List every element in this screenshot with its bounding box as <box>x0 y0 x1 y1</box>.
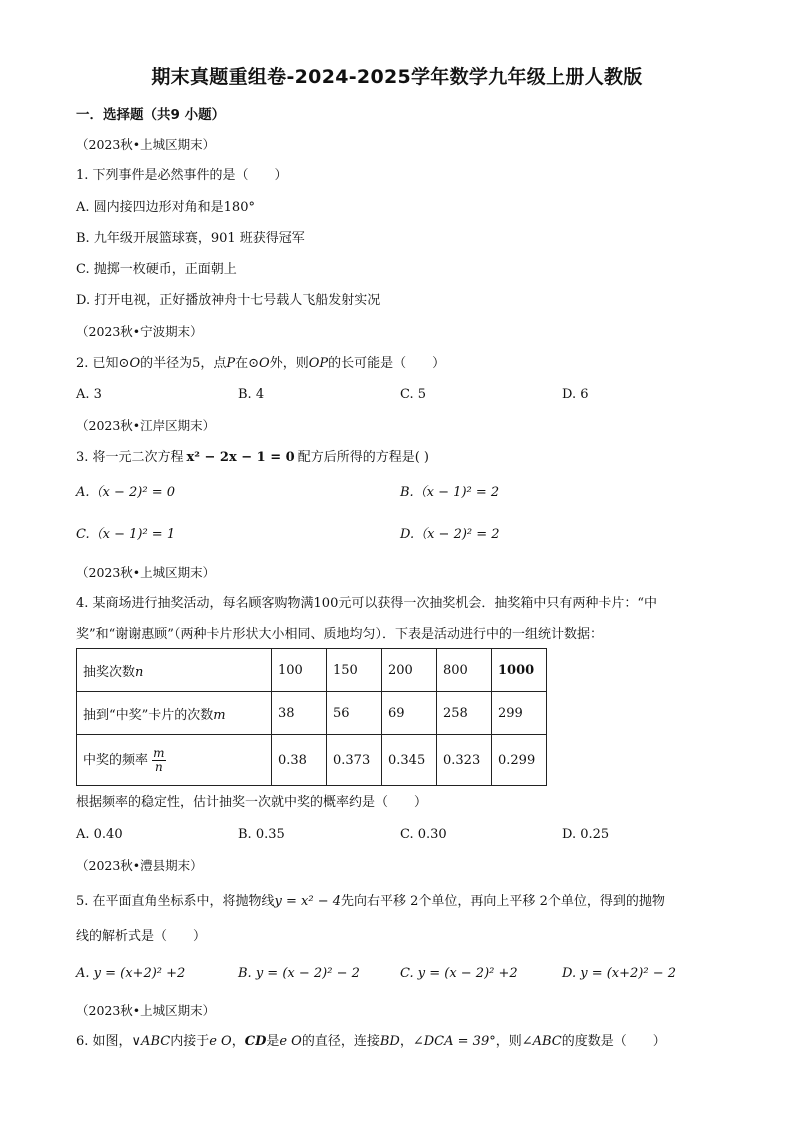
q6-stem-text: 的度数是（ ） <box>561 1034 666 1049</box>
fraction <box>152 747 165 774</box>
q1-stem: 1. 下列事件是必然事件的是（ ） <box>76 168 288 183</box>
q3-option-d: D.（x − 2)² = 2 <box>400 527 500 542</box>
table-cell: 200 <box>382 649 437 692</box>
table-cell: 1000 <box>492 649 547 692</box>
q2-stem <box>76 355 445 373</box>
table-cell: 0.323 <box>437 735 492 786</box>
q2-option-a: A. 3 <box>76 387 102 402</box>
q2-stem-text: 2. 已知⊙ <box>76 356 130 371</box>
q6-var-bd: BD <box>379 1034 400 1049</box>
q2-var-p: P <box>226 356 236 371</box>
q1-source: （2023秋•上城区期末） <box>76 137 216 152</box>
q6-stem-text: 内接于 <box>170 1034 210 1049</box>
q3-option-c: C.（x − 1)² = 1 <box>76 527 176 542</box>
fraction-denominator: n <box>154 759 163 774</box>
q6-source: （2023秋•上城区期末） <box>76 1003 216 1018</box>
q6-stem-text: 6. 如图， <box>76 1034 132 1049</box>
q2-var-o: O <box>259 356 270 371</box>
q2-option-b: B. 4 <box>238 387 265 402</box>
row-variable: n <box>135 664 144 680</box>
q2-stem-text: 在⊙ <box>235 356 260 371</box>
q5-stem-line1 <box>76 893 665 911</box>
q5-equation: y = x² − 4 <box>274 894 342 909</box>
q4-option-d: D. 0.25 <box>562 827 610 842</box>
q3-stem-text: 配方后所得的方程是( ) <box>297 450 429 465</box>
q6-stem-text: ，则 <box>495 1034 522 1049</box>
q4-stem-line2: 奖”和“谢谢惠顾”（两种卡片形状大小相同、质地均匀）．下表是活动进行中的一组统计数据： <box>76 627 603 642</box>
q4-option-c: C. 0.30 <box>400 827 447 842</box>
table-row <box>77 649 547 692</box>
row-variable: m <box>213 707 226 723</box>
table-cell: 0.299 <box>492 735 547 786</box>
q3-option-b: B.（x − 1)² = 2 <box>400 485 500 500</box>
q1-option-c: C. 抛掷一枚硬币，正面朝上 <box>76 262 237 277</box>
document-title: 期末真题重组卷-2024-2025学年数学九年级上册人教版 <box>151 66 643 88</box>
q4-source: （2023秋•上城区期末） <box>76 565 216 580</box>
q1-option-b: B. 九年级开展篮球赛，901 班获得冠军 <box>76 231 305 246</box>
q3-equation: x² − 2x − 1 = 0 <box>186 450 295 465</box>
row-label: 抽到“中奖”卡片的次数 <box>83 707 214 723</box>
q6-stem-text: ， <box>399 1034 413 1049</box>
table-cell: 56 <box>327 692 382 735</box>
table-cell: 0.38 <box>272 735 327 786</box>
q2-stem-text: 外，则 <box>269 356 309 371</box>
q5-stem-text: 5. 在平面直角坐标系中，将抛物线 <box>76 894 275 909</box>
q4-stem-line1: 4. 某商场进行抽奖活动，每名顾客购物满100元可以获得一次抽奖机会．抽奖箱中只有两种卡片：“中 <box>76 596 657 611</box>
q6-circle: e O <box>209 1034 232 1049</box>
q6-angle-abc: ∠ABC <box>521 1034 562 1049</box>
q6-var-cd: CD <box>244 1034 267 1049</box>
q3-source: （2023秋•江岸区期末） <box>76 418 216 433</box>
table-cell: 299 <box>492 692 547 735</box>
table-cell: 150 <box>327 649 382 692</box>
q6-stem-text: 是 <box>266 1034 280 1049</box>
table-row <box>77 692 547 735</box>
table-cell: 100 <box>272 649 327 692</box>
table-cell: 258 <box>437 692 492 735</box>
q4-option-b: B. 0.35 <box>238 827 285 842</box>
q5-source: （2023秋•澧县期末） <box>76 858 203 873</box>
table-cell: 0.373 <box>327 735 382 786</box>
table-cell: 69 <box>382 692 437 735</box>
q6-triangle: ∨ABC <box>131 1034 171 1049</box>
q2-var-op: OP <box>308 356 329 371</box>
q2-var-o: O <box>129 356 141 371</box>
table-cell: 38 <box>272 692 327 735</box>
q6-stem <box>76 1033 666 1051</box>
table-cell: 800 <box>437 649 492 692</box>
q5-option-d: D. y = (x+2)² − 2 <box>562 966 677 981</box>
row-label: 抽奖次数 <box>83 664 136 680</box>
q3-stem-text: 3. 将一元二次方程 <box>76 450 184 465</box>
q5-option-c: C. y = (x − 2)² +2 <box>400 966 518 981</box>
row-label: 中奖的频率 <box>83 752 149 768</box>
section-heading: 一．选择题（共9 小题） <box>76 107 226 123</box>
q6-stem-text: 的直径，连接 <box>301 1034 380 1049</box>
q2-option-c: C. 5 <box>400 387 427 402</box>
q4-option-a: A. 0.40 <box>76 827 123 842</box>
q4-statistics-table <box>76 648 547 786</box>
q4-after-text: 根据频率的稳定性，估计抽奖一次就中奖的概率约是（ ） <box>76 795 428 810</box>
q2-stem-text: 的长可能是（ ） <box>328 356 446 371</box>
q5-stem-text: 先向右平移 2个单位，再向上平移 2个单位，得到的抛物 <box>341 894 665 909</box>
q1-option-d: D. 打开电视，正好播放神舟十七号载人飞船发射实况 <box>76 293 381 308</box>
q3-option-a: A.（x − 2)² = 0 <box>76 485 175 500</box>
q3-stem <box>76 449 429 467</box>
table-cell: 0.345 <box>382 735 437 786</box>
q6-stem-text: ， <box>231 1034 245 1049</box>
table-header-cell <box>77 735 272 786</box>
q6-circle: e O <box>279 1034 302 1049</box>
q5-stem-line2: 线的解析式是（ ） <box>76 929 207 944</box>
q1-option-a: A. 圆内接四边形对角和是180° <box>76 200 255 215</box>
table-row <box>77 735 547 786</box>
q2-source: （2023秋•宁波期末） <box>76 324 203 339</box>
q5-option-a: A. y = (x+2)² +2 <box>76 966 186 981</box>
q6-angle-dca: ∠DCA = 39° <box>412 1034 496 1049</box>
q2-stem-text: 的半径为5，点 <box>140 356 227 371</box>
q2-option-d: D. 6 <box>562 387 589 402</box>
table-header-cell <box>77 649 272 692</box>
q5-option-b: B. y = (x − 2)² − 2 <box>238 966 360 981</box>
table-header-cell <box>77 692 272 735</box>
fraction-numerator: m <box>153 745 165 760</box>
